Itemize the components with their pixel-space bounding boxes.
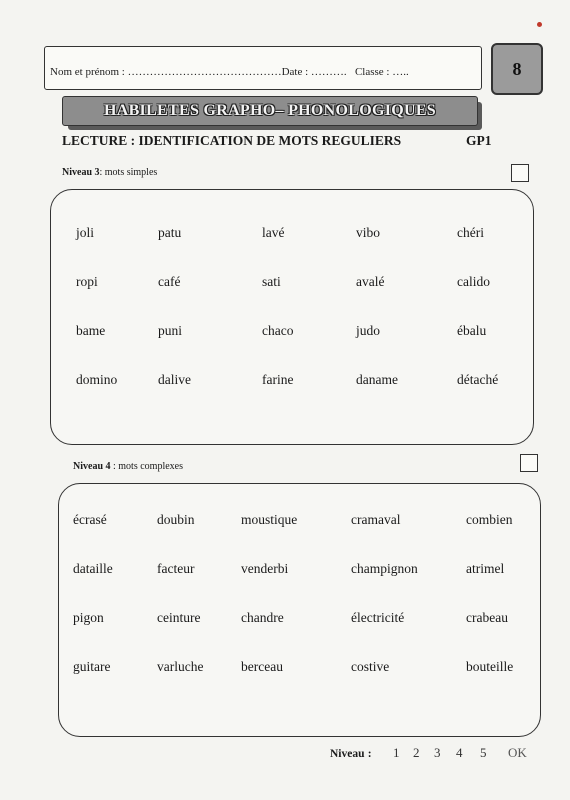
- level4-word: moustique: [241, 512, 298, 527]
- level4-word: facteur: [157, 561, 195, 576]
- level4-word: berceau: [241, 659, 283, 674]
- level4-word: atrimel: [466, 561, 505, 576]
- level-score-row: [330, 745, 372, 761]
- exercise-subtitle: LECTURE : IDENTIFICATION DE MOTS REGULIERS: [62, 133, 402, 148]
- level3-word: chéri: [457, 225, 484, 240]
- level-score-label: Niveau: [330, 748, 365, 760]
- level3-word: bame: [76, 323, 106, 338]
- level4-word: cramaval: [351, 512, 401, 527]
- level4-word: costive: [351, 659, 390, 674]
- page-title: HABILETES GRAPHO– PHONOLOGIQUES: [103, 102, 437, 119]
- level4-label-rest: : mots complexes: [113, 461, 183, 472]
- level-option-3[interactable]: 3: [434, 745, 441, 760]
- level3-word: domino: [76, 372, 118, 387]
- level3-word: sati: [262, 274, 281, 289]
- level-option-4[interactable]: 4: [456, 745, 463, 760]
- level4-label-bold: Niveau 4: [73, 461, 111, 472]
- level3-word: farine: [262, 372, 294, 387]
- level3-word: puni: [158, 323, 183, 338]
- page-number-box: [491, 43, 543, 95]
- level-option-1[interactable]: 1: [393, 745, 400, 760]
- level4-word: chandre: [241, 610, 284, 625]
- level3-word: café: [158, 274, 181, 289]
- level3-label-rest: : mots simples: [99, 167, 158, 178]
- level-score-colon: :: [367, 748, 372, 760]
- page-number: 8: [512, 58, 522, 79]
- student-info-line: [50, 66, 409, 78]
- level4-word: bouteille: [466, 659, 514, 674]
- level-option-2[interactable]: 2: [413, 745, 420, 760]
- level4-word: dataille: [73, 561, 113, 576]
- level4-word: guitare: [73, 659, 111, 674]
- ink-mark: [537, 22, 542, 27]
- level3-checkbox[interactable]: [511, 164, 529, 182]
- level4-word: électricité: [351, 610, 405, 625]
- title-banner: [62, 96, 478, 126]
- level3-word: détaché: [457, 372, 499, 387]
- level3-word: calido: [457, 274, 490, 289]
- level4-word: combien: [466, 512, 513, 527]
- level3-word: ropi: [76, 274, 98, 289]
- level3-label-bold: Niveau 3: [62, 167, 100, 178]
- level4-word: champignon: [351, 561, 418, 576]
- level3-word: vibo: [356, 225, 381, 240]
- level3-word: avalé: [356, 274, 385, 289]
- level3-word: chaco: [262, 323, 294, 338]
- name-field-label[interactable]: Nom et prénom : ……………………………………: [50, 66, 282, 78]
- level-option-5[interactable]: 5: [480, 745, 487, 760]
- class-field-label[interactable]: Classe : …..: [354, 66, 409, 78]
- date-field-label[interactable]: Date : ……….: [281, 66, 347, 78]
- level3-word: ébalu: [457, 323, 487, 338]
- level3-word: lavé: [262, 225, 285, 240]
- level4-checkbox[interactable]: [520, 454, 538, 472]
- level4-word: écrasé: [73, 512, 107, 527]
- level4-word: varluche: [157, 659, 204, 674]
- level3-label: [62, 167, 157, 178]
- level4-word: ceinture: [157, 610, 201, 625]
- level3-word: judo: [356, 323, 381, 338]
- level4-label: [73, 461, 183, 472]
- level3-word: patu: [158, 225, 182, 240]
- level4-word: venderbi: [241, 561, 289, 576]
- level3-word: joli: [76, 225, 95, 240]
- level4-word: pigon: [73, 610, 104, 625]
- exercise-code: GP1: [466, 133, 492, 148]
- level3-word: dalive: [158, 372, 191, 387]
- level3-word: daname: [356, 372, 398, 387]
- level-option-ok[interactable]: OK: [508, 745, 527, 760]
- level4-word: crabeau: [466, 610, 508, 625]
- level4-word: doubin: [157, 512, 195, 527]
